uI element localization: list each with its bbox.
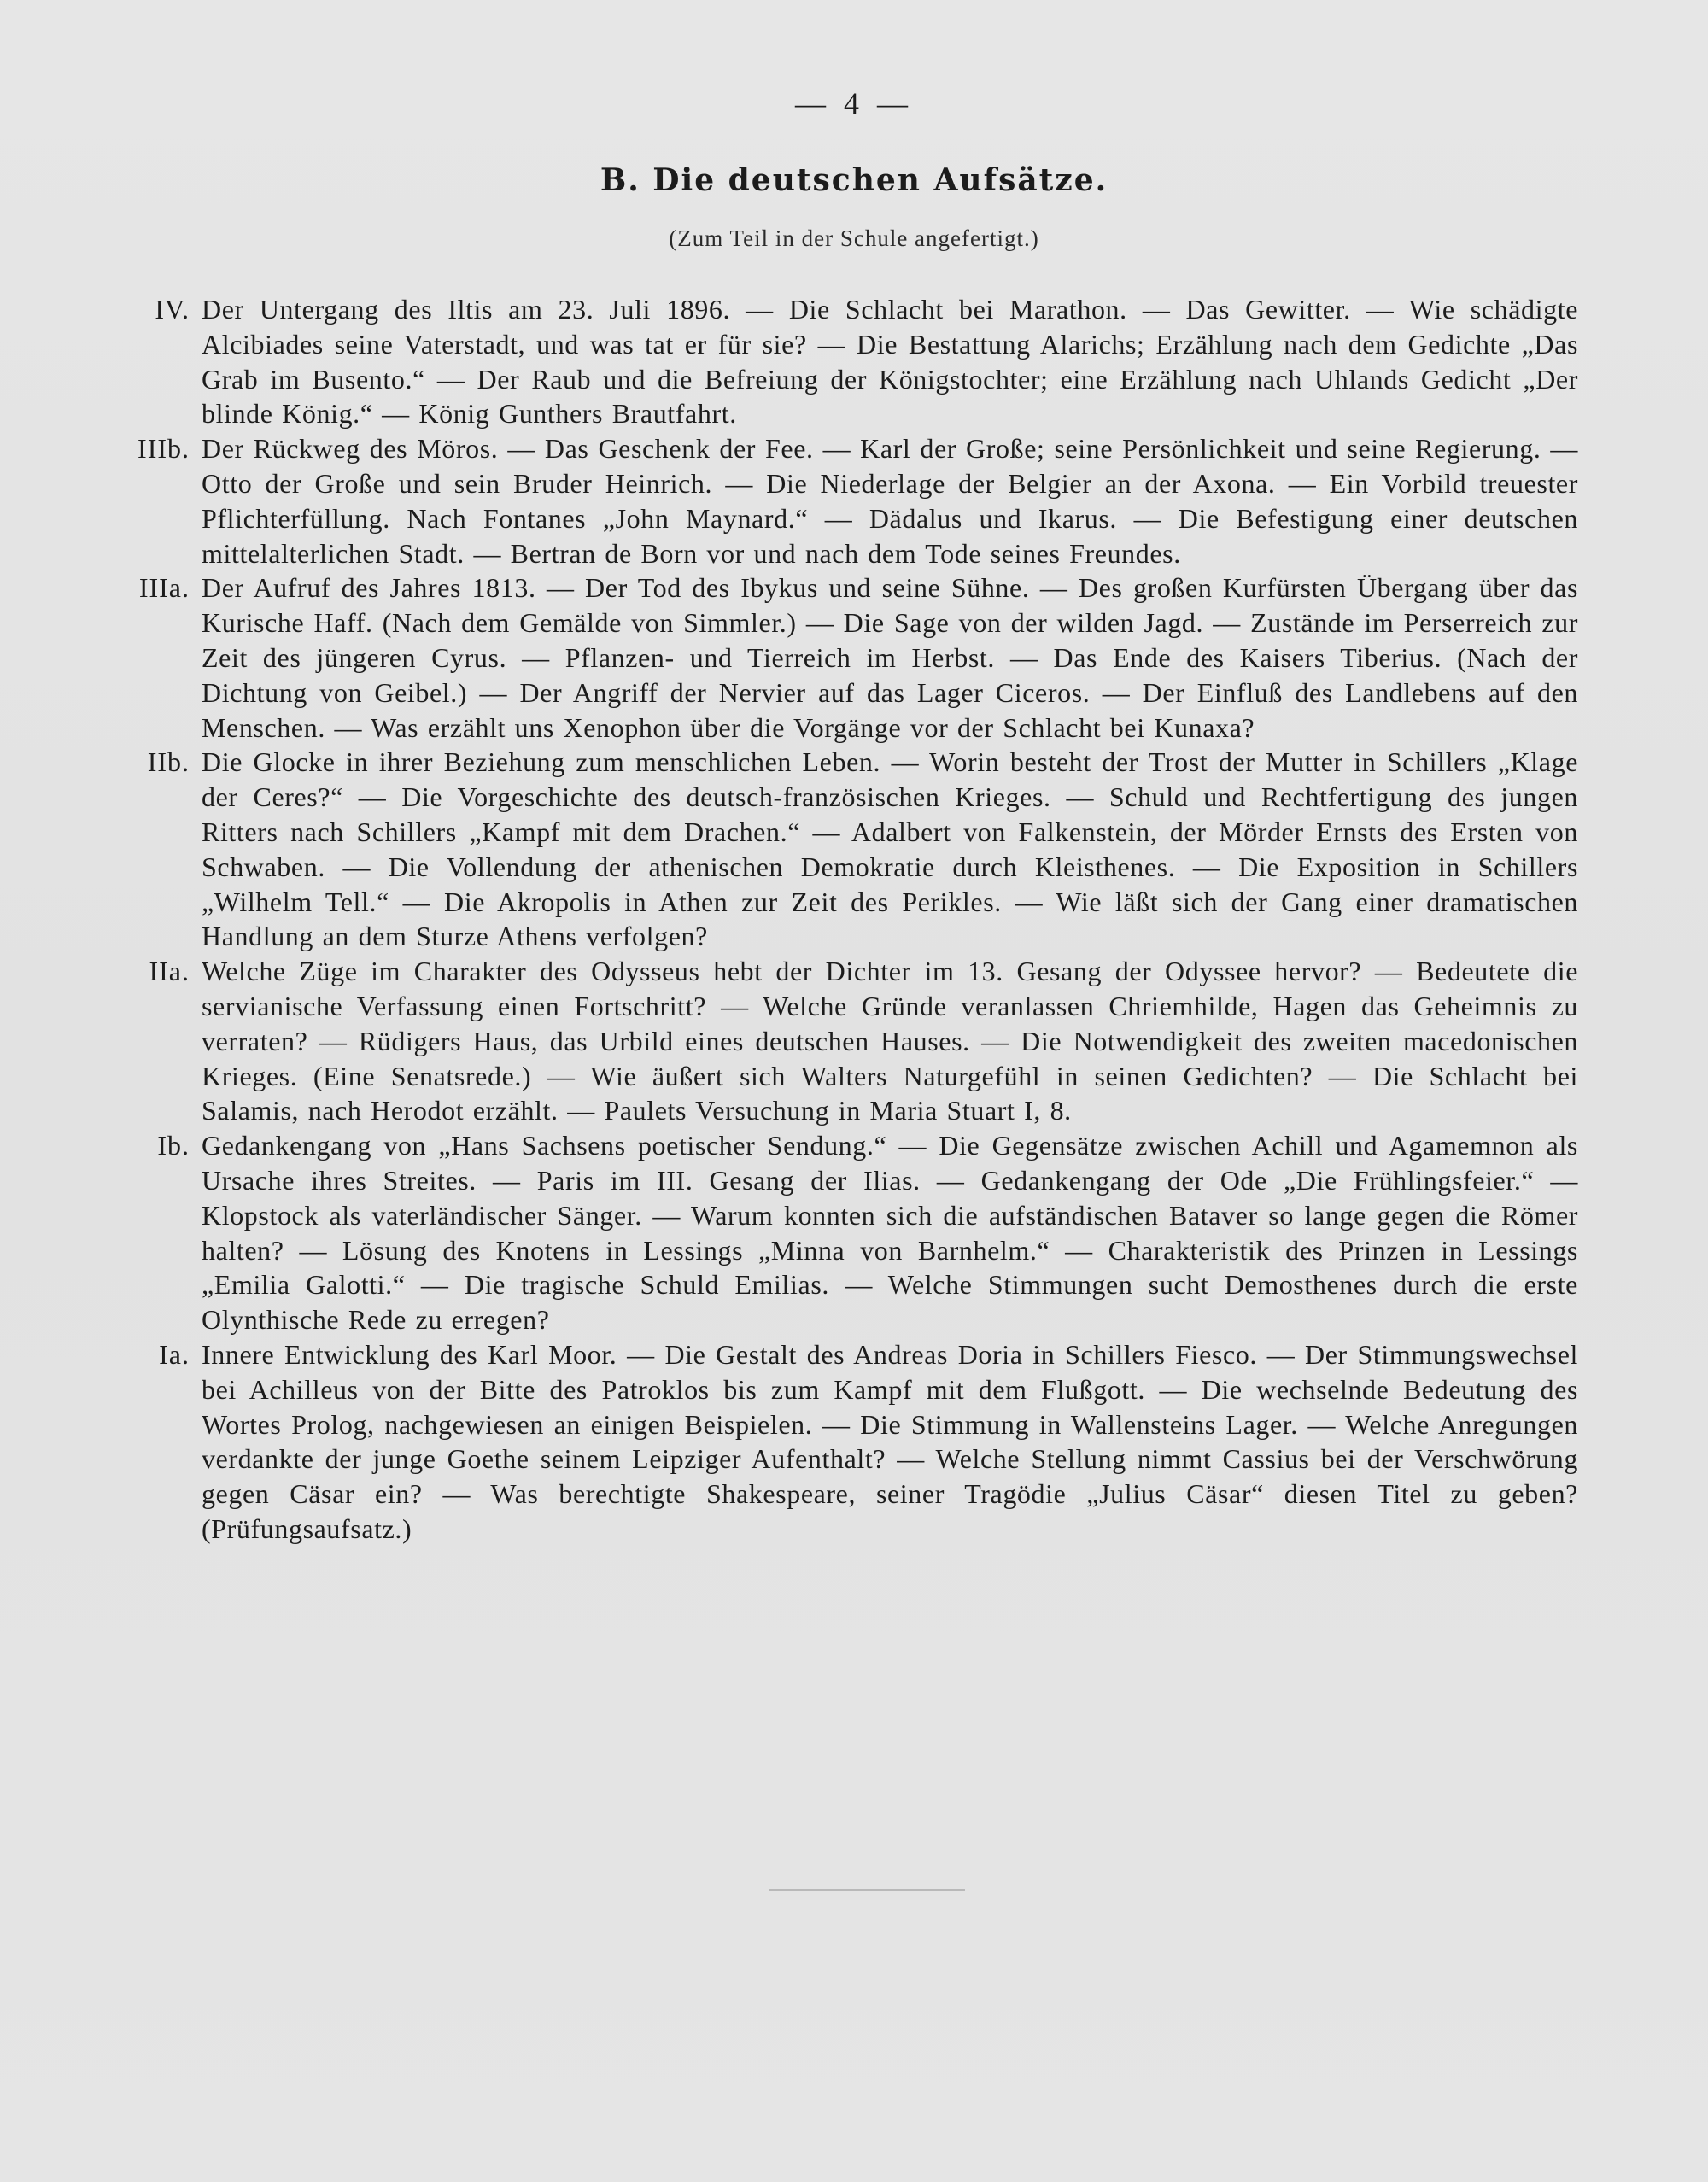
class-label: IIb. bbox=[147, 746, 190, 778]
class-topics: Der Rückweg des Möros. — Das Geschenk der Fee. — Karl der Große; seine Persönlichkeit und seine Regierung. — Otto der Große und sein Bruder Heinrich. — Die Niederlage der Belgier an der Axona. — Ein Vorbild treuester Pflichterfüllung. Nach Fontanes „John Maynard.“ — Dädalus und Ikarus. — Die Befestigung einer deutschen mittelalterlichen Stadt. — Bertran de Born vor und nach dem Tode seines Freundes. bbox=[202, 433, 1578, 569]
section-title: B. Die deutschen Aufsätze. bbox=[600, 162, 1108, 198]
class-entry-ia bbox=[109, 1337, 1578, 1547]
page-number: — 4 — bbox=[795, 86, 913, 120]
essay-topic-list bbox=[109, 292, 1578, 1547]
class-entry-iv bbox=[109, 292, 1578, 431]
class-entry-iia bbox=[109, 954, 1578, 1128]
class-label: IIIa. bbox=[138, 572, 190, 604]
class-entry-iiia bbox=[109, 570, 1578, 745]
class-label: Ia. bbox=[159, 1338, 190, 1370]
class-topics: Welche Züge im Charakter des Odysseus hebt der Dichter im 13. Gesang der Odyssee hervor? — Bedeutete die servianische Verfassung einen Fortschritt? — Welche Gründe veranlassen Chriemhilde, Hagen das Geheimnis zu verraten? — Rüdigers Haus, das Urbild eines deutschen Hauses. — Die Notwendigkeit des zweiten macedonischen Krieges. (Eine Senatsrede.) — Wie äußert sich Walters Naturgefühl in seinen Gedichten? — Die Schlacht bei Salamis, nach Herodot erzählt. — Paulets Versuchung in Maria Stuart I, 8. bbox=[202, 956, 1578, 1126]
class-label: Ib. bbox=[157, 1130, 190, 1161]
class-entry-ib bbox=[109, 1128, 1578, 1337]
class-topics: Gedankengang von „Hans Sachsens poetischer Sendung.“ — Die Gegensätze zwischen Achill und Agamemnon als Ursache ihres Streites. — Paris im III. Gesang der Ilias. — Gedankengang der Ode „Die Frühlingsfeier.“ — Klopstock als vaterländischer Sänger. — Warum konnten sich die aufständischen Bataver so lange gegen die Römer halten? — Lösung des Knotens in Lessings „Minna von Barnhelm.“ — Charakteristik des Prinzen in Lessings „Emilia Galotti.“ — Die tragische Schuld Emilias. — Welche Stimmungen sucht Demosthenes durch die erste Olynthische Rede zu erregen? bbox=[202, 1130, 1578, 1336]
class-topics: Der Aufruf des Jahres 1813. — Der Tod des Ibykus und seine Sühne. — Des großen Kurfürsten Übergang über das Kurische Haff. (Nach dem Gemälde von Simmler.) — Die Sage von der wilden Jagd. — Zustände im Perserreich zur Zeit des jüngeren Cyrus. — Pflanzen- und Tierreich im Herbst. — Das Ende des Kaisers Tiberius. (Nach der Dichtung von Geibel.) — Der Angriff der Nervier auf das Lager Ciceros. — Der Einfluß des Landlebens auf den Menschen. — Was erzählt uns Xenophon über die Vorgänge vor der Schlacht bei Kunaxa? bbox=[202, 572, 1578, 743]
class-label: IIIb. bbox=[137, 433, 190, 465]
class-label: IV. bbox=[155, 294, 190, 325]
show-through-rule bbox=[769, 1889, 965, 1891]
class-label: IIa. bbox=[149, 956, 190, 987]
class-topics: Der Untergang des Iltis am 23. Juli 1896. — Die Schlacht bei Marathon. — Das Gewitter. — Wie schädigte Alcibiades seine Vaterstadt, und was tat er für sie? — Die Bestattung Alarichs; Erzählung nach dem Gedichte „Das Grab im Busento.“ — Der Raub und die Befreiung der Königstochter; eine Erzählung nach Uhlands Gedicht „Der blinde König.“ — König Gunthers Brautfahrt. bbox=[202, 294, 1578, 430]
class-topics: Innere Entwicklung des Karl Moor. — Die Gestalt des Andreas Doria in Schillers Fiesco. — Der Stimmungswechsel bei Achilleus von der Bitte des Patroklos bis zum Kampf mit dem Flußgott. — Die wechselnde Bedeutung des Wortes Prolog, nachgewiesen an einigen Beispielen. — Die Stimmung in Wallensteins Lager. — Welche Anregungen verdankte der junge Goethe seinem Leipziger Aufenthalt? — Welche Stellung nimmt Cassius bei der Verschwörung gegen Cäsar ein? — Was berechtigte Shakespeare, seiner Tragödie „Julius Cäsar“ diesen Titel zu geben? (Prüfungsaufsatz.) bbox=[202, 1338, 1578, 1544]
class-topics: Die Glocke in ihrer Beziehung zum menschlichen Leben. — Worin besteht der Trost der Mutter in Schillers „Klage der Ceres?“ — Die Vorgeschichte des deutsch-französischen Krieges. — Schuld und Rechtfertigung des jungen Ritters nach Schillers „Kampf mit dem Drachen.“ — Adalbert von Falkenstein, der Mörder Ernsts des Ersten von Schwaben. — Die Vollendung der athenischen Demokratie durch Kleisthenes. — Die Exposition in Schillers „Wilhelm Tell.“ — Die Akropolis in Athen zur Zeit des Perikles. — Wie läßt sich der Gang einer dramatischen Handlung an dem Sturze Athens verfolgen? bbox=[202, 746, 1578, 952]
class-entry-iiib bbox=[109, 431, 1578, 570]
class-entry-iib bbox=[109, 745, 1578, 954]
section-subtitle: (Zum Teil in der Schule angefertigt.) bbox=[669, 225, 1039, 251]
